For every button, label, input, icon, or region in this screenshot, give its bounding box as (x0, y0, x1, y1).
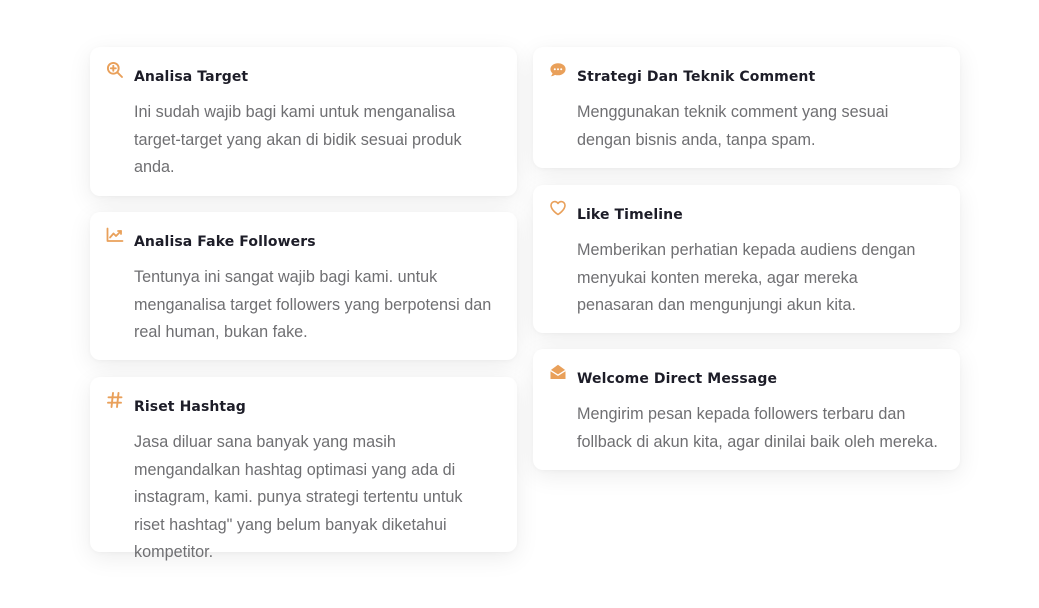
comment-icon (549, 61, 567, 79)
feature-description: Ini sudah wajib bagi kami untuk menganalisa target-target yang akan di bidik sesuai produk anda. (134, 103, 462, 176)
feature-card-analisa-target (90, 47, 517, 196)
chart-line-icon (106, 226, 124, 244)
feature-card-header (106, 232, 497, 254)
hashtag-icon (106, 391, 124, 409)
feature-title: Strategi Dan Teknik Comment (577, 69, 816, 85)
feature-title: Analisa Target (134, 69, 249, 85)
feature-card-strategi-comment (533, 47, 960, 168)
feature-description: Mengirim pesan kepada followers terbaru dan follback di akun kita, agar dinilai baik oleh mereka. (577, 405, 938, 451)
feature-card-riset-hashtag (90, 377, 517, 561)
feature-title: Like Timeline (577, 207, 683, 223)
feature-card-header (549, 205, 940, 227)
feature-card-analisa-fake-followers (90, 212, 517, 360)
feature-title: Welcome Direct Message (577, 371, 778, 387)
feature-card-header (106, 397, 497, 419)
feature-title: Analisa Fake Followers (134, 234, 316, 250)
heart-icon (549, 199, 567, 217)
feature-card-header (106, 67, 497, 89)
feature-card-welcome-direct-message (533, 349, 960, 470)
feature-description: Jasa diluar sana banyak yang masih mengandalkan hashtag optimasi yang ada di instagram, kami. punya strategi tertentu untuk riset hashtag" yang belum banyak diketahui kompetitor. (134, 433, 463, 561)
envelope-open-icon (549, 363, 567, 381)
search-plus-icon (106, 61, 124, 79)
feature-card-header (549, 369, 940, 391)
feature-card-like-timeline (533, 185, 960, 333)
feature-card-header (549, 67, 940, 89)
feature-title: Riset Hashtag (134, 399, 246, 415)
feature-description: Tentunya ini sangat wajib bagi kami. untuk menganalisa target followers yang berpotensi dan real human, bukan fake. (134, 268, 492, 341)
feature-description: Memberikan perhatian kepada audiens dengan menyukai konten mereka, agar mereka penasaran dan mengunjungi akun kita. (577, 241, 916, 314)
feature-description: Menggunakan teknik comment yang sesuai dengan bisnis anda, tanpa spam. (577, 103, 889, 149)
